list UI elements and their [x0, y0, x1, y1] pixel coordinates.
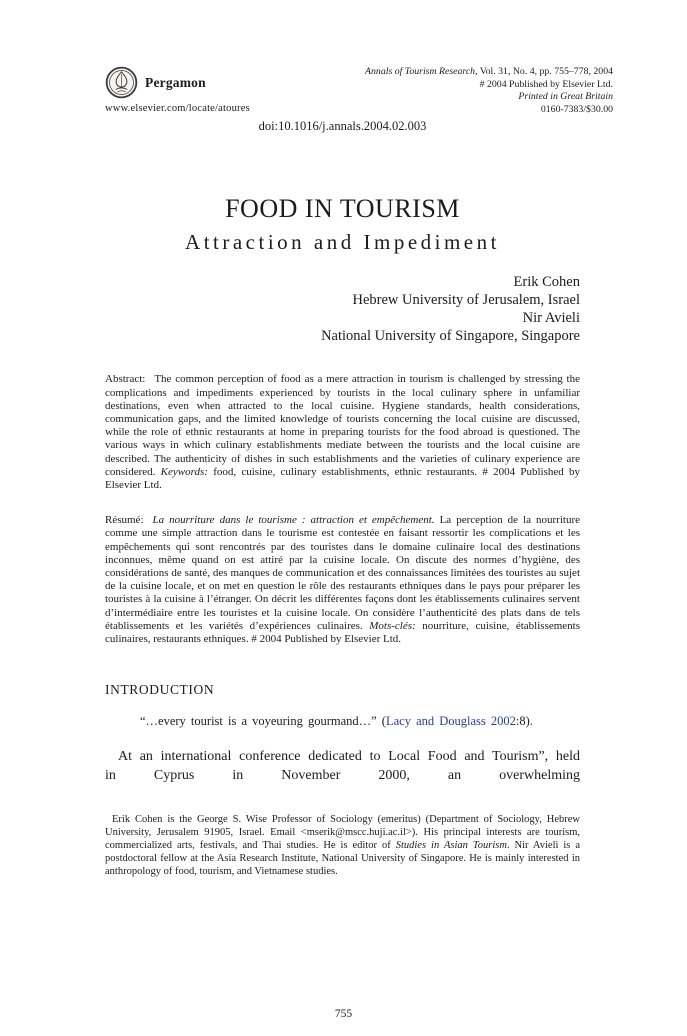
- resume-keywords-label: Mots-clés:: [369, 619, 416, 632]
- publisher-block: [105, 66, 250, 114]
- citation-link[interactable]: Lacy and Douglass 2002: [385, 714, 516, 729]
- journal-name: Annals of Tourism Research: [365, 66, 476, 77]
- abstract-label: Abstract:: [105, 373, 146, 386]
- authors-block: [105, 273, 580, 345]
- journal-info-block: [365, 66, 613, 116]
- article-subtitle: Attraction and Impediment: [185, 230, 500, 255]
- resume-french-title: La nourriture dans le tourisme : attraction et empêchement.: [152, 514, 435, 527]
- author-name: Erik Cohen: [513, 274, 580, 291]
- resume-text: La perception de la nourriture comme une simple attraction dans le tourisme est contestée en faisant ressortir les complications et les empêchements qui sont rencontrés par des touristes dans le domaine culinaire local des destinations inconnues, même quand on est attiré par la cuisine locale. On discute des normes d’hygiène, des considérations de santé, des manques de communication et des connaissances limitées des touristes au sujet de la cuisine locale, et on met en question le rôle des restaurants ethniques dans le pays pour préparer les touristes à la cuisine à l’étranger. On décrit les différentes façons dont les établissements culinaires servent d’intermédiaire entre les touristes et la cuisine locale. On considère l’authenticité des plats dans de tels établissements et les variétés d’expériences culinaires.: [105, 514, 580, 632]
- resume-keywords: nourriture, cuisine, établissements culinaires, restaurants ethniques. # 2004 Published by Elsevier Ltd.: [105, 619, 581, 646]
- epigraph-quote: [140, 714, 544, 730]
- abstract-text: The common perception of food as a mere attraction in tourism is challenged by stressing the complications and impediments experienced by tourists in the local culinary sphere in unfamiliar destinations, even when attracted to the local cuisine. Hygiene standards, health considerations, communication gaps, and the limited knowledge of tourists concerning the local cuisine are discussed, while the role of ethnic restaurants at home in preparing tourists for the food abroad is questioned. The various ways in which culinary establishments mediate between the tourists and the local cuisine are described. The authenticity of dishes in such establishments and the varieties of culinary experience are considered.: [105, 373, 580, 478]
- resume-paragraph: [105, 514, 580, 646]
- footnote-text-end: . Nir Avieli is a postdoctoral fellow at the Asia Research Institute, National University of Singapore. He is mainly interested in anthropology of food, tourism, and Vietnamese studies.: [105, 839, 581, 877]
- price-line: 0160-7383/$30.00: [540, 103, 613, 115]
- article-title: FOOD IN TOURISM: [225, 194, 460, 224]
- footnote-italic-title: Studies in Asian Tourism: [395, 839, 507, 851]
- abstract-paragraph: [105, 373, 580, 492]
- intro-paragraph: At an international conference dedicated to Local Food and Tourism”, held in Cyprus in November 2000, an overwhelming: [105, 748, 580, 783]
- quote-text: “…every tourist is a voyeuring gourmand…” (: [140, 714, 386, 729]
- journal-header: [105, 66, 613, 116]
- printed-line: Printed in Great Britain: [518, 91, 613, 103]
- abstract-keywords-label: Keywords:: [160, 465, 208, 478]
- journal-citation-line: [365, 66, 613, 79]
- doi-line: doi:10.1016/j.annals.2004.02.003: [258, 119, 427, 134]
- quote-text-end: :8).: [515, 714, 533, 729]
- footnote-text: Erik Cohen is the George S. Wise Professor of Sociology (emeritus) (Department of Sociology, Hebrew University, Jerusalem 91905, Israel. Email <mserik@mscc.huji.ac.il>). His principal interests are tourism, commercialized arts, festivals, and Thai studies. He is editor of: [105, 813, 580, 851]
- abstract-keywords: food, cuisine, culinary establishments, ethnic restaurants. # 2004 Published by Elsevier Ltd.: [105, 465, 581, 491]
- journal-citation-rest: , Vol. 31, No. 4, pp. 755–778, 2004: [475, 66, 613, 77]
- pergamon-logo: [105, 66, 250, 99]
- author-affiliation: Hebrew University of Jerusalem, Israel: [352, 292, 580, 309]
- publisher-url: www.elsevier.com/locate/atoures: [105, 103, 250, 114]
- page-number: 755: [334, 1008, 353, 1020]
- author-footnote: [105, 813, 580, 878]
- publisher-name: Pergamon: [145, 74, 206, 90]
- copyright-line: # 2004 Published by Elsevier Ltd.: [479, 78, 613, 90]
- resume-label: Résumé:: [105, 514, 144, 527]
- author-affiliation: National University of Singapore, Singapore: [321, 328, 580, 345]
- author-name: Nir Avieli: [522, 310, 580, 327]
- pergamon-logo-icon: [105, 66, 138, 99]
- section-heading-introduction: INTRODUCTION: [105, 682, 215, 698]
